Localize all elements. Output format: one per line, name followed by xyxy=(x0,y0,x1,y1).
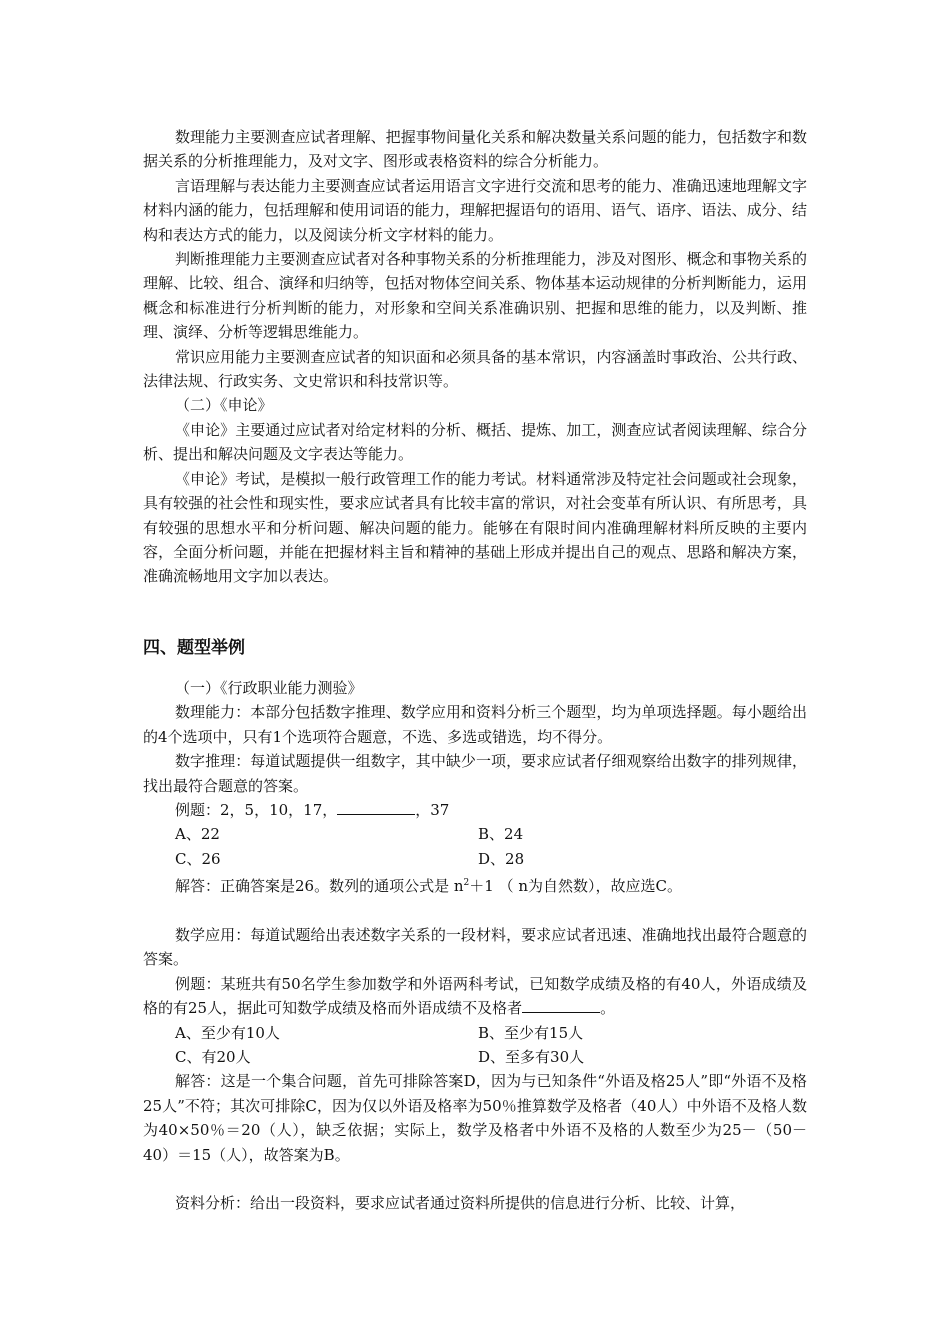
section4-body xyxy=(143,676,807,1216)
example2-option-a: A、至少有10人 xyxy=(175,1023,280,1042)
example1-answer xyxy=(143,871,807,898)
paragraph-math-application: 数学应用：每道试题给出表述数字关系的一段材料，要求应试者迅速、准确地找出最符合题意的答案。 xyxy=(143,926,807,969)
answer-blank xyxy=(522,998,600,1013)
paragraph-common-knowledge: 常识应用能力主要测查应试者的知识面和必须具备的基本常识，内容涵盖时事政治、公共行政、法律法规、行政实务、文史常识和科技常识等。 xyxy=(143,347,807,391)
paragraph-quant-ability: 数理能力主要测查应试者理解、把握事物间量化关系和解决数量关系问题的能力，包括数字和数据关系的分析推理能力，及对文字、图形或表格资料的综合分析能力。 xyxy=(143,128,807,171)
example1-options-row-2 xyxy=(143,847,807,871)
example1-option-a: A、22 xyxy=(175,825,220,844)
paragraph-quant-intro: 数理能力：本部分包括数字推理、数学应用和资料分析三个题型，均为单项选择题。每小题给出的4个选项中，只有1个选项符合题意，不选、多选或错选，均不得分。 xyxy=(143,703,807,746)
paragraph-data-analysis: 资料分析：给出一段资料，要求应试者通过资料所提供的信息进行分析、比较、计算， xyxy=(175,1194,746,1213)
example2-answer: 解答：这是一个集合问题，首先可排除答案D，因为与已知条件“外语及格25人”即“外语不及格25人”不符；其次可排除C，因为仅以外语及格率为50％推算数学及格者（40人）中外语不及格人数为40×50％＝20（人），缺乏依据；实际上，数学及格者中外语不及格的人数至少为25－（50－40）＝15（人），故答案为B。 xyxy=(143,1072,807,1164)
subheading-aptitude: （一）《行政职业能力测验》 xyxy=(175,679,363,697)
example1-prefix: 例题：2，5，10，17， xyxy=(175,801,338,820)
example1-option-c: C、26 xyxy=(175,849,221,868)
section3-body xyxy=(143,125,807,589)
subheading-essay: （二）《申论》 xyxy=(175,396,273,415)
example1-answer-suffix: ＋1 （ n为自然数），故应选C。 xyxy=(469,877,682,896)
example2-question xyxy=(143,972,807,1021)
spacer xyxy=(143,1167,807,1191)
example2-question-text: 例题：某班共有50名学生参加数学和外语两科考试，已知数学成绩及格的有40人，外语成绩及格的有25人，据此可知数学成绩及格而外语成绩不及格者 xyxy=(143,974,807,1018)
section4-heading: 四、题型举例 xyxy=(143,638,245,658)
spacer xyxy=(143,899,807,923)
paragraph-essay-2: 《申论》考试，是模拟一般行政管理工作的能力考试。材料通常涉及特定社会问题或社会现象，具有较强的社会性和现实性，要求应试者具有比较丰富的常识，对社会变革有所认识、有所思考，具有较强的思想水平和分析问题、解决问题的能力。能够在有限时间内准确理解材料所反映的主要内容，全面分析问题，并能在把握材料主旨和精神的基础上形成并提出自己的观点、思路和解决方案，准确流畅地用文字加以表达。 xyxy=(143,469,807,586)
example2-options-row-2 xyxy=(143,1045,807,1069)
superscript: 2 xyxy=(463,878,470,889)
answer-blank xyxy=(337,800,415,815)
paragraph-verbal-ability: 言语理解与表达能力主要测查应试者运用语言文字进行交流和思考的能力、准确迅速地理解文字材料内涵的能力，包括理解和使用词语的能力，理解把握语句的语用、语气、语序、语法、成分、结构和表达方式的能力，以及阅读分析文字材料的能力。 xyxy=(143,176,807,244)
example2-option-c: C、有20人 xyxy=(175,1048,251,1067)
paragraph-essay-1: 《申论》主要通过应试者对给定材料的分析、概括、提炼、加工，测查应试者阅读理解、综合分析、提出和解决问题及文字表达等能力。 xyxy=(143,420,807,464)
example1-answer-prefix: 解答：正确答案是26。数列的通项公式是 n xyxy=(175,877,464,896)
example1-option-d: D、28 xyxy=(478,849,525,868)
example1-suffix: ，37 xyxy=(415,801,450,820)
example2-options-row-1 xyxy=(143,1021,807,1045)
paragraph-number-reasoning: 数字推理：每道试题提供一组数字，其中缺少一项，要求应试者仔细观察给出数字的排列规律，找出最符合题意的答案。 xyxy=(143,752,807,795)
example2-option-b: B、至少有15人 xyxy=(478,1023,584,1042)
example1-question xyxy=(143,798,807,822)
example1-options-row-1 xyxy=(143,822,807,846)
paragraph-reasoning-ability: 判断推理能力主要测查应试者对各种事物关系的分析推理能力，涉及对图形、概念和事物关系的理解、比较、组合、演绎和归纳等，包括对物体空间关系、物体基本运动规律的分析判断能力，运用概念和标准进行分析判断的能力，对形象和空间关系准确识别、把握和思维的能力，以及判断、推理、演绎、分析等逻辑思维能力。 xyxy=(143,250,807,342)
example2-question-end: 。 xyxy=(600,999,616,1018)
example1-option-b: B、24 xyxy=(478,825,524,844)
example2-option-d: D、至多有30人 xyxy=(478,1048,585,1067)
